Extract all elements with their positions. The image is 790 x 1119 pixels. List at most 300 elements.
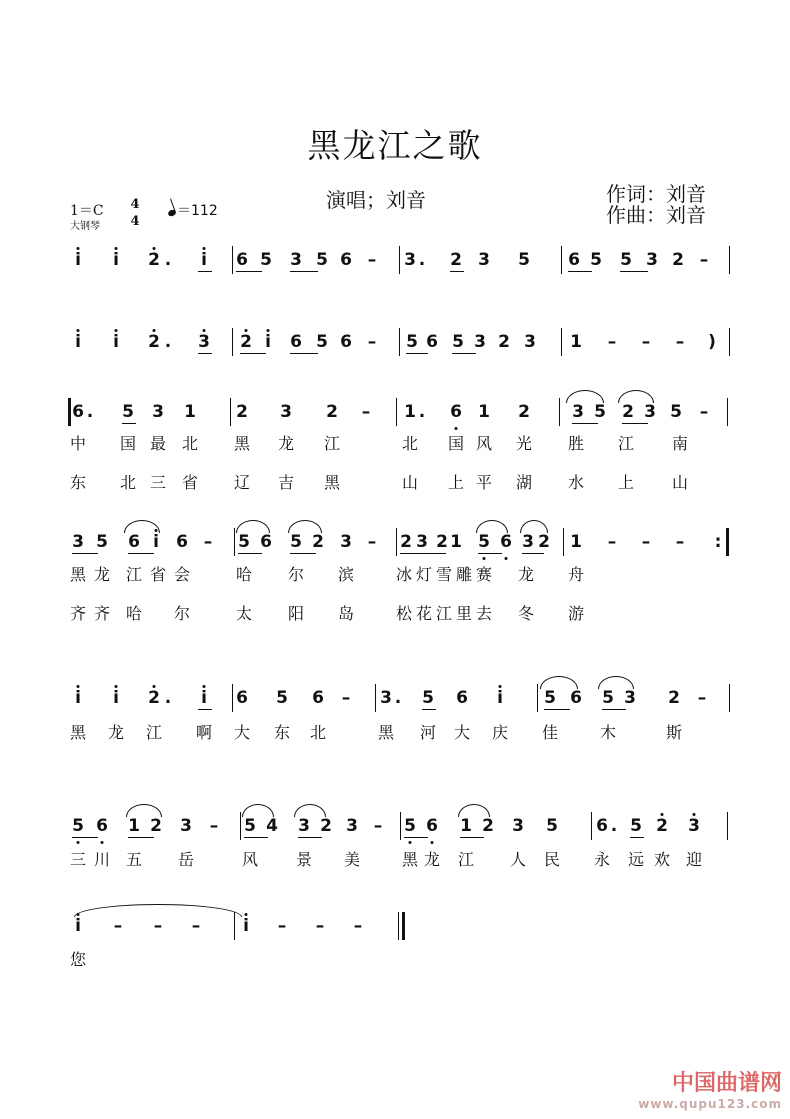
meter-bottom: 4 [130,214,140,229]
note-token: 2 [622,402,634,422]
lyric-char: 国 [447,434,465,453]
barline [232,328,233,356]
note-token: – [353,916,363,936]
note-token: 5 [72,816,84,836]
eighth-underline [244,837,268,838]
lyric-char: 水 [567,473,585,492]
note-token: 3 [280,402,292,422]
barline [559,398,560,426]
note-token: 2 [320,816,332,836]
note-token: . [418,250,426,270]
lyric-char: 江 [435,604,453,623]
lyric-char: 龙 [93,565,111,584]
note-token: – [277,916,287,936]
note-token: – [699,250,709,270]
eighth-underline [450,271,464,272]
barline [396,528,397,556]
lyric-char: 雪 [435,565,453,584]
lyric-char: 永 [593,850,611,869]
lyric-char: 省 [181,473,199,492]
octave-dot-high [693,813,696,816]
notation-line-2 [70,332,735,376]
lyric-char: 东 [273,723,291,742]
lyric-char: 北 [401,434,419,453]
lyric-char: 佳 [541,723,559,742]
note-token: 1 [450,532,462,552]
note-token: i [201,688,207,708]
slur-arc [294,804,326,817]
lyric-char: 光 [515,434,533,453]
barline [561,328,562,356]
eighth-underline [400,553,446,554]
note-token: – [113,916,123,936]
eighth-underline [298,837,322,838]
lyric-char: 哈 [235,565,253,584]
slur-arc [126,804,162,817]
note-token: 1 [570,532,582,552]
lyric-char: 啊 [195,723,213,742]
lyric-char: 您 [69,950,87,969]
lyric-char: 松 [395,604,413,623]
note-token: 6 [450,402,462,422]
lyric-char: 齐 [69,604,87,623]
lyric-char: 北 [119,473,137,492]
note-token: 6 [426,816,438,836]
watermark-url: www.qupu123.com [638,1097,782,1111]
octave-dot-high [77,329,80,332]
note-token: i [243,916,249,936]
lyric-char: 平 [475,473,493,492]
note-token: i [113,250,119,270]
note-token: 3 [688,816,700,836]
eighth-underline [572,423,598,424]
eighth-underline [128,837,154,838]
lyric-char: 大 [233,723,251,742]
lyric-char: 黑 [377,723,395,742]
eighth-underline [198,353,212,354]
slur-arc [598,676,634,689]
note-token: – [373,816,383,836]
eighth-underline [460,837,484,838]
lyric-char: 斯 [665,723,683,742]
song-title: 黑龙江之歌 [307,126,483,165]
note-token: 3 [572,402,584,422]
slur-arc [74,904,242,917]
barline [727,812,728,840]
note-token: 3 [416,532,428,552]
note-token: 2 [482,816,494,836]
note-token: 6 [260,532,272,552]
octave-dot-low [101,841,104,844]
note-token: 1 [404,402,416,422]
note-token: i [497,688,503,708]
octave-dot-low [455,427,458,430]
note-token: . [164,250,172,270]
note-token: 2 [538,532,550,552]
note-token: 6 [236,250,248,270]
note-token: – [367,532,377,552]
slur-arc [566,390,604,403]
note-token: – [675,532,685,552]
note-token: . [86,402,94,422]
lyric-char: 辽 [233,473,251,492]
lyric-char: 黑 [401,850,419,869]
note-token: 6 [312,688,324,708]
lyric-char: 黑 [233,434,251,453]
note-token: 1 [184,402,196,422]
note-token: 5 [544,688,556,708]
note-token: 1 [460,816,472,836]
slur-arc [236,520,270,533]
note-token: 5 [260,250,272,270]
note-token: 6 [72,402,84,422]
note-token: 5 [518,250,530,270]
note-token: – [641,332,651,352]
lyric-char: 民 [543,850,561,869]
note-token: 6 [236,688,248,708]
time-signature [128,198,142,229]
octave-dot-high [499,685,502,688]
note-token: 3 [474,332,486,352]
eighth-underline [478,553,502,554]
lyric-char: 上 [617,473,635,492]
eighth-underline [240,353,266,354]
lyric-char: 黑 [69,723,87,742]
lyric-char: 游 [567,604,585,623]
composer-credit: 作曲：刘音 [606,203,706,227]
lyric-char: 风 [241,850,259,869]
lyric-char: 岛 [337,604,355,623]
lyric-char: 人 [509,850,527,869]
note-token: 2 [148,250,160,270]
octave-dot-low [505,557,508,560]
eighth-underline [198,271,212,272]
barline [400,812,401,840]
octave-dot-low [431,841,434,844]
lyric-char: 山 [401,473,419,492]
note-token: 5 [404,816,416,836]
barline [727,398,728,426]
lyric-char: 欢 [653,850,671,869]
note-token: ) [708,332,716,352]
tempo-value: ＝112 [177,203,218,219]
notation-line-7 [70,916,735,960]
site-watermark [638,1066,782,1111]
eighth-underline [452,353,476,354]
note-token: 6 [568,250,580,270]
note-token: 2 [436,532,448,552]
note-token: 3 [646,250,658,270]
slur-arc [476,520,508,533]
note-token: – [315,916,325,936]
lyric-char: 风 [475,434,493,453]
note-token: 5 [630,816,642,836]
eighth-underline [544,709,570,710]
note-token: 6 [340,332,352,352]
lyric-char: 美 [343,850,361,869]
meter-top: 4 [130,197,140,212]
note-token: – [607,332,617,352]
lyric-char: 冬 [517,604,535,623]
lyric-char: 北 [309,723,327,742]
lyric-char: 最 [149,434,167,453]
note-token: 1 [478,402,490,422]
eighth-underline [122,423,136,424]
quarter-note-icon [167,209,177,217]
lyric-char: 哈 [125,604,143,623]
lyric-char: 江 [323,434,341,453]
note-token: . [164,332,172,352]
note-token: 3 [380,688,392,708]
lyric-char: 国 [119,434,137,453]
note-token: 5 [590,250,602,270]
lyric-char: 去 [475,604,493,623]
lyric-char: 川 [93,850,111,869]
note-token: 3 [524,332,536,352]
note-token: i [153,532,159,552]
lyric-char: 岳 [177,850,195,869]
lyric-char: 景 [295,850,313,869]
note-token: 6 [570,688,582,708]
eighth-underline [290,353,318,354]
note-token: 3 [180,816,192,836]
eighth-underline [290,553,316,554]
slur-arc [288,520,322,533]
note-token: 5 [122,402,134,422]
note-token: i [265,332,271,352]
notation-line-5 [70,688,735,732]
lyric-char: 龙 [277,434,295,453]
note-token: 5 [546,816,558,836]
lyric-char: 山 [671,473,689,492]
note-token: 3 [298,816,310,836]
lyric-char: 五 [125,850,143,869]
note-token: . [164,688,172,708]
eighth-underline [568,271,592,272]
lyric-char: 龙 [423,850,441,869]
lyric-char: 河 [419,723,437,742]
lyric-char: 庆 [491,723,509,742]
note-token: 3 [644,402,656,422]
barline [729,328,730,356]
note-token: i [75,250,81,270]
lyric-char: 江 [125,565,143,584]
note-token: – [191,916,201,936]
note-token: 3 [152,402,164,422]
note-token: 3 [404,250,416,270]
lyric-char: 东 [69,473,87,492]
note-token: 2 [148,332,160,352]
note-token: 1 [570,332,582,352]
eighth-underline [422,709,436,710]
lyric-char: 江 [145,723,163,742]
note-token: 5 [594,402,606,422]
note-token: 6 [96,816,108,836]
note-token: – [361,402,371,422]
eighth-underline [72,553,98,554]
note-token: 3 [198,332,210,352]
note-token: : [714,532,722,552]
eighth-underline [602,709,626,710]
note-token: 2 [498,332,510,352]
note-token: 2 [150,816,162,836]
octave-dot-high [245,913,248,916]
note-token: 5 [316,250,328,270]
eighth-underline [236,271,262,272]
note-token: – [697,688,707,708]
tempo-marking [168,200,218,220]
note-token: 5 [602,688,614,708]
note-token: . [418,402,426,422]
lyric-char: 冰 [395,565,413,584]
lyric-char: 雕 [455,565,473,584]
note-token: 2 [148,688,160,708]
lyric-char: 齐 [93,604,111,623]
note-token: 3 [512,816,524,836]
lyric-char: 胜 [567,434,585,453]
lyric-char: 省 [149,565,167,584]
note-token: 5 [620,250,632,270]
barline [561,246,562,274]
eighth-underline [290,271,318,272]
lyric-char: 江 [617,434,635,453]
note-token: 3 [522,532,534,552]
lyric-char: 大 [453,723,471,742]
lyric-char: 上 [447,473,465,492]
octave-dot-high [153,685,156,688]
note-token: 3 [340,532,352,552]
octave-dot-high [267,329,270,332]
note-token: i [113,688,119,708]
octave-dot-low [409,841,412,844]
eighth-underline [406,353,428,354]
octave-dot-high [661,813,664,816]
note-token: 5 [238,532,250,552]
note-token: 2 [240,332,252,352]
slur-arc [618,390,654,403]
note-token: 6 [456,688,468,708]
octave-dot-low [77,841,80,844]
octave-dot-high [77,247,80,250]
lyric-char: 远 [627,850,645,869]
note-token: 5 [276,688,288,708]
repeat-end-barline [726,528,729,556]
note-token: 2 [672,250,684,270]
note-token: 2 [450,250,462,270]
octave-dot-high [203,247,206,250]
note-token: 2 [656,816,668,836]
octave-dot-high [115,685,118,688]
note-token: i [75,916,81,936]
final-barline [402,912,405,940]
note-token: 1 [128,816,140,836]
note-token: – [153,916,163,936]
octave-dot-high [203,329,206,332]
note-token: 5 [316,332,328,352]
octave-dot-high [115,247,118,250]
note-token: 2 [236,402,248,422]
note-token: – [641,532,651,552]
lyric-char: 黑 [323,473,341,492]
octave-dot-low [483,557,486,560]
barline [396,398,397,426]
note-token: 3 [72,532,84,552]
slur-arc [242,804,274,817]
note-token: 5 [670,402,682,422]
slur-arc [540,676,578,689]
lyric-char: 南 [671,434,689,453]
octave-dot-high [203,685,206,688]
barline [232,246,233,274]
note-token: i [75,688,81,708]
repeat-start-barline [68,398,71,426]
note-token: 6 [340,250,352,270]
octave-dot-high [245,329,248,332]
note-token: . [394,688,402,708]
lyric-char: 赛 [475,565,493,584]
note-token: 2 [518,402,530,422]
barline [240,812,241,840]
lyric-char: 迎 [685,850,703,869]
eighth-underline [72,837,98,838]
lyric-char: 北 [181,434,199,453]
barline [729,684,730,712]
watermark-brand: 中国曲谱网 [671,1071,782,1096]
note-token: – [367,250,377,270]
note-token: 3 [346,816,358,836]
eighth-underline [404,837,428,838]
note-token: – [675,332,685,352]
note-token: 5 [244,816,256,836]
barline [230,398,231,426]
note-token: i [113,332,119,352]
note-token: – [367,332,377,352]
barline [375,684,376,712]
lyric-char: 三 [149,473,167,492]
lyric-char: 滨 [337,565,355,584]
note-token: i [201,250,207,270]
lyric-char: 太 [235,604,253,623]
note-token: 6 [500,532,512,552]
note-token: 3 [290,250,302,270]
lyric-char: 舟 [567,565,585,584]
barline [563,528,564,556]
lyric-char: 里 [455,604,473,623]
singer-credit: 演唱；刘音 [326,188,426,212]
lyric-char: 湖 [515,473,533,492]
octave-dot-high [115,329,118,332]
note-token: . [610,816,618,836]
lyric-char: 尔 [287,565,305,584]
lyric-char: 灯 [415,565,433,584]
notation-line-1 [70,250,735,294]
instrument-label: 大钢琴 [70,221,100,232]
eighth-underline [622,423,648,424]
barline [729,246,730,274]
octave-dot-high [153,329,156,332]
barline [234,528,235,556]
note-token: – [699,402,709,422]
note-token: 6 [290,332,302,352]
note-token: 4 [266,816,278,836]
note-token: 2 [668,688,680,708]
note-token: – [203,532,213,552]
note-token: 5 [96,532,108,552]
lyric-char: 吉 [277,473,295,492]
lyric-char: 三 [69,850,87,869]
lyric-char: 黑 [69,565,87,584]
octave-dot-high [77,685,80,688]
